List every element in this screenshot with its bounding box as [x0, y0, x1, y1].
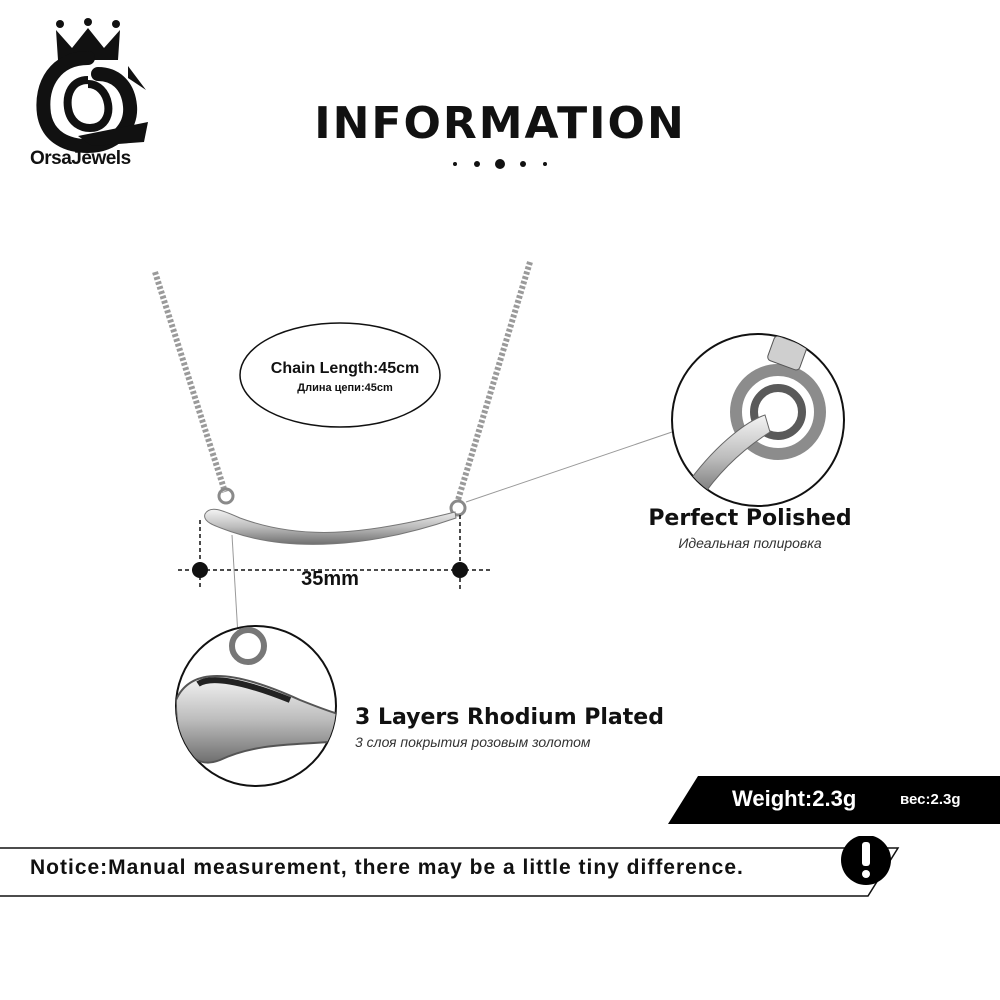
polish-subtitle-ru: Идеальная полировка — [678, 535, 822, 551]
weight-label: Weight:2.3g — [732, 786, 857, 811]
plating-title: 3 Layers Rhodium Plated — [355, 705, 664, 730]
chain-length-label-ru: Длина цепи:45cm — [297, 382, 393, 394]
bar-pendant — [205, 509, 456, 544]
brand-name: OrsaJewels — [30, 148, 131, 169]
chain-length-label: Chain Length:45cm — [270, 360, 420, 377]
plating-subtitle-ru: 3 слоя покрытия розовым золотом — [355, 734, 591, 750]
notice-text: Notice:Manual measurement, there may be a little tiny difference. — [30, 856, 744, 879]
rhodium-detail-circle — [176, 626, 345, 786]
polish-title: Perfect Polished — [648, 506, 852, 531]
polish-detail-circle — [672, 334, 844, 506]
width-dimension-label: 35mm — [301, 568, 359, 590]
weight-label-ru: вес:2.3g — [900, 791, 961, 808]
page-title: INFORMATION — [314, 98, 686, 149]
